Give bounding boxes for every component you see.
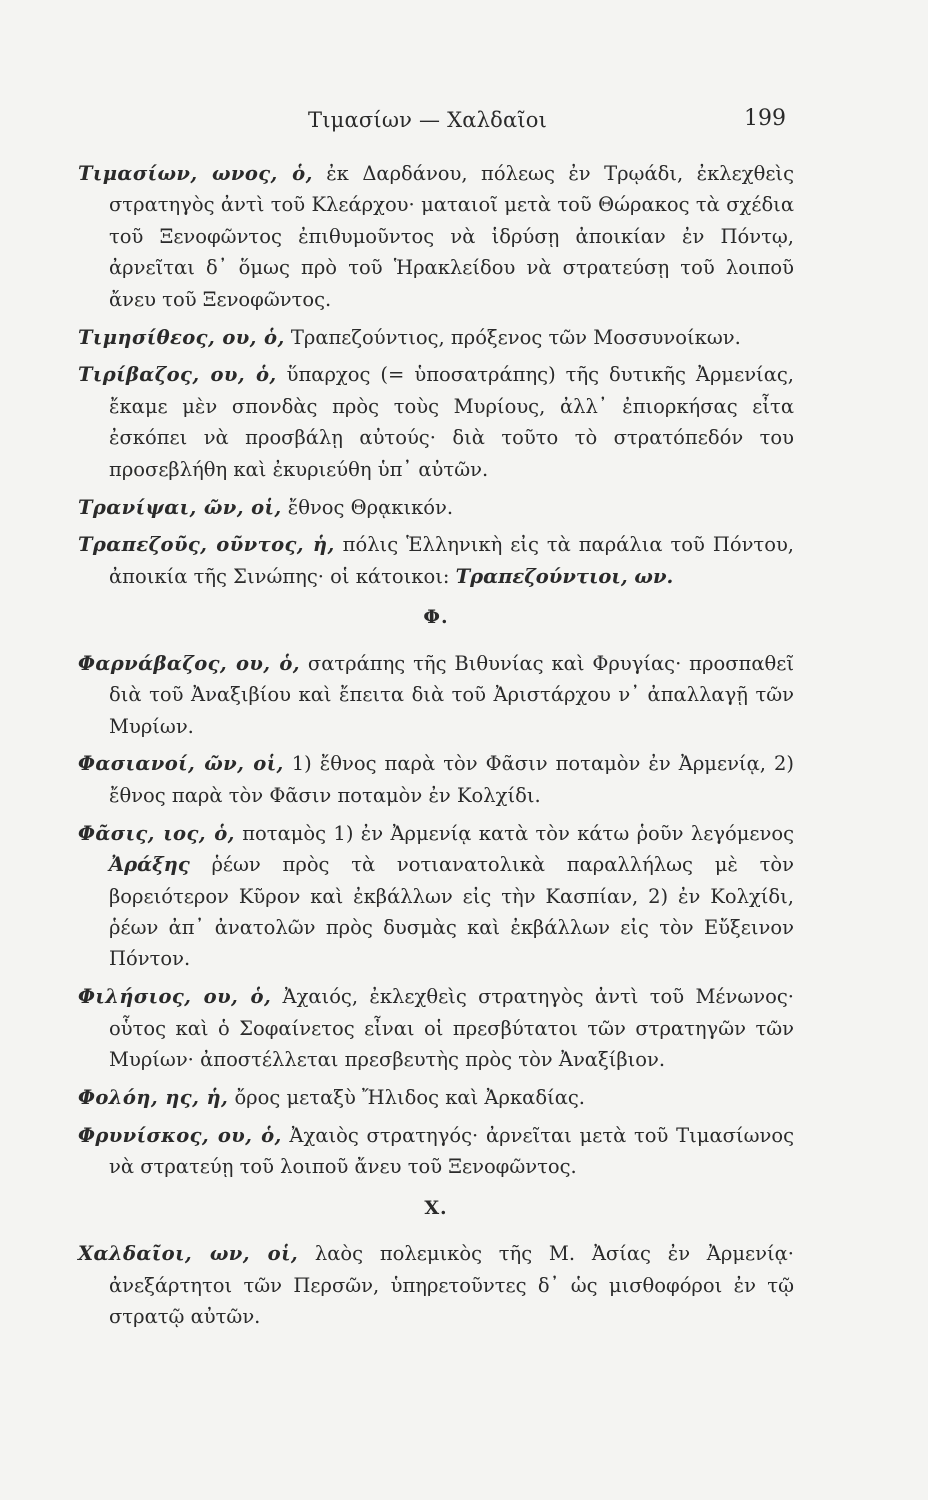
entry-definition: ἐκ Δαρδάνου, πόλεως ἐν Τρῳάδι, ἐκλεχθεὶς στρατηγὸς ἀντὶ τοῦ Κλεάρχου· ματαιοῖ μετὰ τοῦ Θώρακος τὰ σχέδια τοῦ Ξενοφῶντος ἐπιθυμοῦντος νὰ ἱδρύσῃ ἀποικίαν ἐν Πόντῳ, ἀρνεῖται δ᾿ ὅμως πρὸ τοῦ Ἡρακλείδου νὰ στρατεύσῃ τοῦ λοιποῦ ἄνευ τοῦ Ξενοφῶντος.: [109, 162, 794, 311]
entry-headword: Τραπεζοῦς, οῦντος, ἡ,: [78, 533, 335, 557]
glossary-entry: [78, 1120, 794, 1183]
glossary-entry: [78, 492, 794, 523]
entry-headword: Τρανίψαι, ῶν, οἱ,: [78, 495, 282, 519]
entry-headword: Φᾶσις, ιος, ὁ,: [78, 821, 235, 845]
entry-definition: 1) ἔθνος παρὰ τὸν Φᾶσιν ποταμὸν ἐν Ἀρμενίᾳ, 2) ἔθνος παρὰ τὸν Φᾶσιν ποταμὸν ἐν Κολχίδι.: [109, 752, 794, 807]
glossary-entry: [78, 981, 794, 1075]
entry-definition: σατράπης τῆς Βιθυνίας καὶ Φρυγίας· προσπαθεῖ διὰ τοῦ Ἀναξιβίου καὶ ἔπειτα διὰ τοῦ Ἀριστάρχου ν᾿ ἀπαλλαγῇ τῶν Μυρίων.: [109, 651, 794, 738]
entry-definition: λαὸς πολεμικὸς τῆς Μ. Ἀσίας ἐν Ἀρμενίᾳ· ἀνεξάρτητοι τῶν Περσῶν, ὑπηρετοῦντες δ᾿ ὡς μισθοφόροι ἐν τῷ στρατῷ αὐτῶν.: [109, 1242, 794, 1328]
glossary-entry: [78, 648, 794, 742]
entry-headword: Φρυνίσκος, ου, ὁ,: [78, 1123, 282, 1147]
glossary-entry: [78, 748, 794, 811]
entry-headword: Φαρνάβαζος, ου, ὁ,: [78, 651, 300, 675]
entry-headword: Τιμασίων, ωνος, ὁ,: [78, 162, 313, 185]
entry-derivative: Τραπεζούντιοι, ων.: [455, 564, 674, 588]
entry-definition: πόλις Ἑλληνικὴ εἰς τὰ παράλια τοῦ Πόντου, ἀποικία τῆς Σινώπης· οἱ κάτοικοι:: [109, 533, 794, 588]
entry-headword: Τιρίβαζος, ου, ὁ,: [78, 363, 277, 387]
glossary-entry: [78, 158, 794, 315]
entry-alt-name: Ἀράξης: [109, 853, 190, 877]
entry-definition: ὕπαρχος (= ὑποσατράπης) τῆς δυτικῆς Ἀρμενίας, ἔκαμε μὲν σπονδὰς πρὸς τοὺς Μυρίους, ἀλλ᾿ ἐπιορκήσας εἶτα ἐσκόπει νὰ προσβάλῃ αὐτούς· διὰ τοῦτο τὸ στρατόπεδόν του προσεβλήθη καὶ ἐκυριεύθη ὑπ᾿ αὐτῶν.: [109, 363, 794, 481]
section-letter-phi: Φ.: [423, 606, 449, 629]
glossary-entry: [78, 1082, 794, 1113]
entry-headword: Τιμησίθεος, ου, ὁ,: [78, 325, 285, 349]
glossary-entry: [78, 1238, 794, 1332]
entry-definition: ἔθνος Θρᾳκικόν.: [287, 495, 454, 519]
glossary-entry: [78, 818, 794, 975]
running-title: Τιμασίων — Χαλδαῖοι: [308, 108, 548, 132]
entry-headword: Φασιανοί, ῶν, οἱ,: [78, 752, 284, 776]
glossary-body: [78, 158, 794, 1339]
entry-definition: ποταμὸς 1) ἐν Ἀρμενίᾳ κατὰ τὸν κάτω ῥοῦν λεγόμενος: [242, 821, 794, 845]
entry-definition: ὄρος μεταξὺ Ἤλιδος καὶ Ἀρκαδίας.: [234, 1085, 586, 1109]
entry-definition: Ἀχαιός, ἐκλεχθεὶς στρατηγὸς ἀντὶ τοῦ Μένωνος· οὗτος καὶ ὁ Σοφαίνετος εἶναι οἱ πρεσβύτατοι τῶν στρατηγῶν τῶν Μυρίων· ἀποστέλλεται πρεσβευτὴς πρὸς τὸν Ἀναξίβιον.: [109, 985, 794, 1072]
page-number: 199: [744, 106, 786, 131]
entry-definition: Ἀχαιὸς στρατηγός· ἀρνεῖται μετὰ τοῦ Τιμασίωνος νὰ στρατεύῃ τοῦ λοιποῦ ἄνευ τοῦ Ξενοφῶντος.: [109, 1123, 794, 1179]
glossary-entry: [78, 359, 794, 485]
entry-definition-cont: ῥέων πρὸς τὰ νοτιανατολικὰ παραλλήλως μὲ τὸν βορειότερον Κῦρον καὶ ἐκβάλλων εἰς τὴν Κασπίαν, 2) ἐν Κολχίδι, ῥέων ἀπ᾿ ἀνατολῶν πρὸς δυσμὰς καὶ ἐκβάλλων εἰς τὸν Εὔξεινον Πόντον.: [109, 853, 794, 971]
entry-headword: Φιλήσιος, ου, ὁ,: [78, 985, 272, 1009]
section-letter-chi: Χ.: [424, 1196, 448, 1219]
entry-headword: Φολόη, ης, ἡ,: [78, 1085, 229, 1109]
glossary-entry: [78, 322, 794, 353]
running-head: [0, 104, 928, 144]
entry-definition: Τραπεζούντιος, πρόξενος τῶν Μοσσυνοίκων.: [290, 325, 741, 349]
entry-headword: Χαλδαῖοι, ων, οἱ,: [78, 1242, 299, 1266]
glossary-entry: [78, 529, 794, 592]
